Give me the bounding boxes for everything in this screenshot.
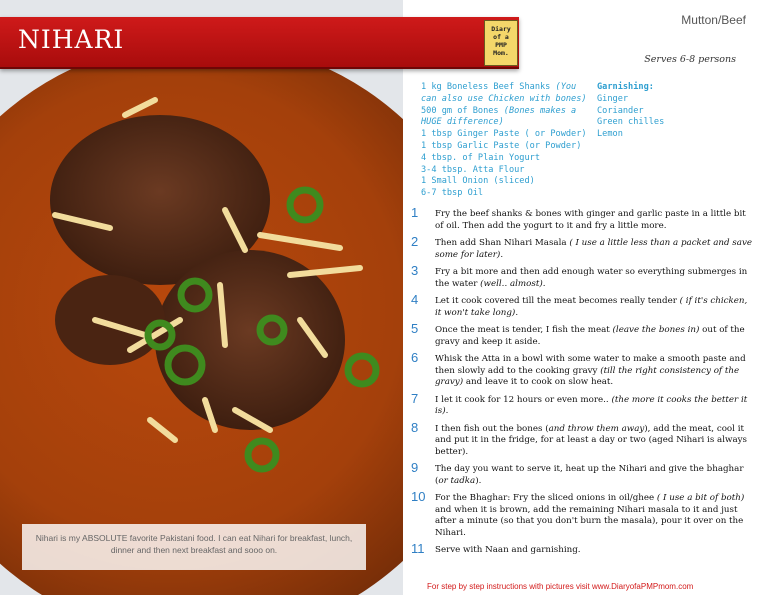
step-number: 10 [411,489,426,504]
title-bar [0,17,519,69]
step-item: 9 The day you want to serve it, heat up the Nihari and give the bhaghar (or tadka). [411,460,744,486]
ingredient-item: 3-4 tbsp. Atta Flour [421,164,525,175]
step-number: 7 [411,390,419,406]
category-label: Mutton/Beef [681,13,746,27]
step-number: 11 [411,541,425,556]
garnish-item: Lemon [597,129,623,140]
step-number: 2 [411,234,419,249]
logo-line: Mom. [493,49,509,57]
ingredient-item: 1 tbsp Ginger Paste ( or Powder) [421,129,587,140]
step-item: 11 Serve with Naan and garnishing. [411,541,581,556]
diary-of-a-pmp-mom-logo [484,20,518,66]
recipe-title: NIHARI [18,25,125,54]
step-item: 10 For the Bhaghar: Fry the sliced onions in oil/ghee ( I use a bit of both) and when it is brown, add the remaining Nihari masala to it and just after a minute (so that you don't burn the masala), pour it over on the Nihari. [411,489,745,538]
step-item: 3 Fry a bit more and then add enough water so everything submerges in the water (well.. almost). [411,263,748,289]
logo-line: of a [493,33,509,41]
step-number: 6 [411,350,419,365]
ingredient-item: 1 Small Onion (sliced) [421,176,535,187]
ingredients-list [421,82,591,200]
garnish-item: Ginger [597,93,629,104]
step-item: 4 Let it cook covered till the meat becomes really tender ( if it's chicken, it won't take long). [411,292,748,318]
ingredient-item: 1 tbsp Garlic Paste (or Powder) [421,140,582,151]
ingredient-item: 6-7 tbsp Oil [421,188,484,199]
step-item: 5 Once the meat is tender, I fish the meat (leave the bones in) out of the gravy and keep it aside. [411,321,745,347]
serves-label: Serves 6-8 persons [644,54,736,65]
ingredient-item: 1 kg Boneless Beef Shanks (You can also use Chicken with bones) [421,82,587,104]
steps-list [411,205,756,563]
garnishing-list [597,82,664,141]
ingredient-item: 500 gm of Bones (Bones makes a HUGE difference) [421,105,577,128]
step-item: 2 Then add Shan Nihari Masala ( I use a little less than a packet and save some for later). [411,234,752,260]
photo-caption: Nihari is my ABSOLUTE favorite Pakistani food. I can eat Nihari for breakfast, lunch, dinner and then next breakfast and sooo on. [22,524,366,570]
step-number: 8 [411,419,419,435]
ingredient-item: 4 tbsp. of Plain Yogurt [421,152,540,163]
step-number: 1 [411,205,419,220]
step-number: 9 [411,460,419,475]
step-item: 7 I let it cook for 12 hours or even more.. (the more it cooks the better it is). [411,390,748,416]
step-number: 5 [411,321,419,336]
step-item: 1 Fry the beef shanks & bones with ginger and garlic paste in a little bit of oil. Then add the yogurt to it and fry a little more. [411,205,746,231]
step-number: 4 [411,292,419,307]
logo-line: Diary [491,25,511,33]
garnishing-heading: Garnishing: [597,82,654,92]
garnish-item: Green chilles [597,117,665,128]
footer-link-text: For step by step instructions with pictures visit www.DiaryofaPMPmom.com [427,582,694,591]
garnish-item: Coriander [597,105,644,116]
step-item: 8 I then fish out the bones (and throw them away), add the meat, cool it and put it in the fridge, for at least a day or two (aged Nihari is always better). [411,419,747,457]
step-item: 6 Whisk the Atta in a bowl with some water to make a smooth paste and then slowly add to the cooking gravy (till the right consistency of the gravy) and leave it to cook on slow heat. [411,350,746,387]
step-number: 3 [411,263,419,278]
logo-line: PMP [495,41,507,49]
